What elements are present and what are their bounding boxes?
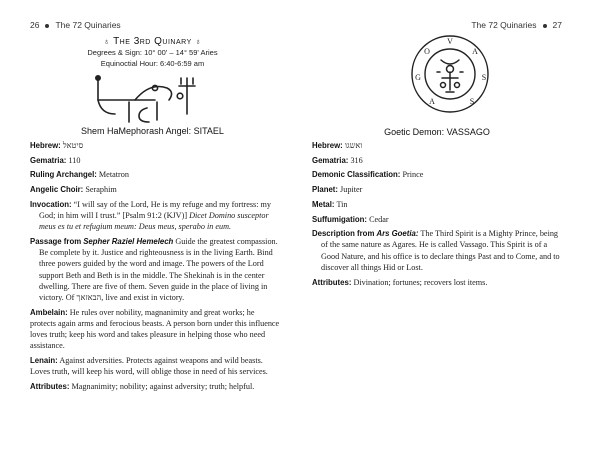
entry-hebrew: Hebrew: ואשגו	[312, 141, 363, 150]
entry-metal: Metal: Tin	[312, 199, 348, 209]
ornament-icon: ♁	[103, 37, 110, 46]
seal-letter: S	[481, 73, 487, 82]
seal-letter: A	[429, 97, 435, 106]
right-running-head	[471, 20, 562, 30]
bullet-icon	[45, 24, 49, 28]
demon-entries	[312, 140, 562, 291]
degrees-sign: Degrees & Sign: 10° 00' – 14° 59' Aries	[87, 48, 218, 57]
left-running-title: The 72 Quinaries	[55, 20, 121, 30]
entry-lenain: Lenain: Against adversities. Protects against weapons and wild beasts. Loves truth, will keep his word, will oblige those in need of his services.	[30, 355, 268, 377]
entry-ambelain: Ambelain: He rules over nobility, magnanimity and great works; he protects again arms and ferocious beasts. A person born under this influence loves truth; keep his word and takes pleasure in helping those who need assistance.	[30, 307, 280, 351]
entry-angelic-choir: Angelic Choir: Seraphim	[30, 185, 117, 195]
entry-attributes: Attributes: Magnanimity; nobility; against adversity; truth; helpful.	[30, 381, 255, 391]
seal-letter: S	[469, 97, 475, 106]
entry-description: Description from Ars Goetia: The Third Spirit is a Mighty Prince, being of the same nature as Agares. He is called Vassago. This Spirit is of a Good Nature, and his office is to declare things Past and to Come, and to discover all things Hid or Lost.	[312, 229, 560, 272]
vassago-seal-image	[410, 34, 490, 114]
left-page-number: 26	[30, 20, 40, 30]
equinoctial-hour: Equinoctial Hour: 6:40-6:59 am	[100, 59, 205, 68]
entry-gematria: Gematria: 110	[30, 155, 81, 165]
entry-attributes: Attributes: Divination; fortunes; recovers lost items.	[312, 277, 488, 287]
entry-planet: Planet: Jupiter	[312, 185, 363, 195]
seal-letter: G	[415, 73, 421, 82]
quinary-header	[30, 36, 275, 69]
quinary-title	[30, 36, 275, 47]
seal-letter: V	[447, 37, 453, 46]
angel-sigil-image	[95, 74, 205, 126]
ornament-icon: ♁	[195, 37, 202, 46]
entry-suffumigation: Suffumigation: Cedar	[312, 214, 389, 224]
entry-demonic-classification: Demonic Classification: Prince	[312, 170, 424, 180]
quinary-title-text: The 3rd Quinary	[113, 36, 192, 47]
right-page-number: 27	[552, 20, 562, 30]
bullet-icon	[543, 24, 547, 28]
entry-passage: Passage from Sepher Raziel Hemelech Guide the greatest compassion. Be complete by it. Justice and righteousness is in the living Earth. Bind three powers guided by the word and image. The powers of the Lord support Beth and Beth is in the middle. The Shekinah is in the center dwelling. There are five of them. Seven guide in the place of living in victory. Of הבאזאך, live and exist in victory.	[30, 236, 278, 302]
right-page	[300, 0, 600, 450]
angel-entries	[30, 140, 280, 396]
angel-caption: Shem HaMephorash Angel: SITAEL	[81, 126, 224, 136]
left-running-head	[30, 20, 121, 30]
right-running-title: The 72 Quinaries	[471, 20, 537, 30]
demon-caption: Goetic Demon: VASSAGO	[384, 127, 490, 137]
seal-letter: A	[472, 47, 478, 56]
entry-ruling-archangel: Ruling Archangel: Metatron	[30, 170, 129, 180]
entry-invocation: Invocation: “I will say of the Lord, He is my refuge and my fortress: my God; in him will I trust.” [Psalm 91:2 (KJV)] Dicet Domino susceptor meus es tu et refugium meum: Deus meus, sperabo in eum.	[30, 199, 272, 232]
entry-hebrew: Hebrew: סיטאל	[30, 141, 84, 150]
seal-letter: O	[424, 47, 430, 56]
entry-gematria: Gematria: 316	[312, 155, 363, 165]
